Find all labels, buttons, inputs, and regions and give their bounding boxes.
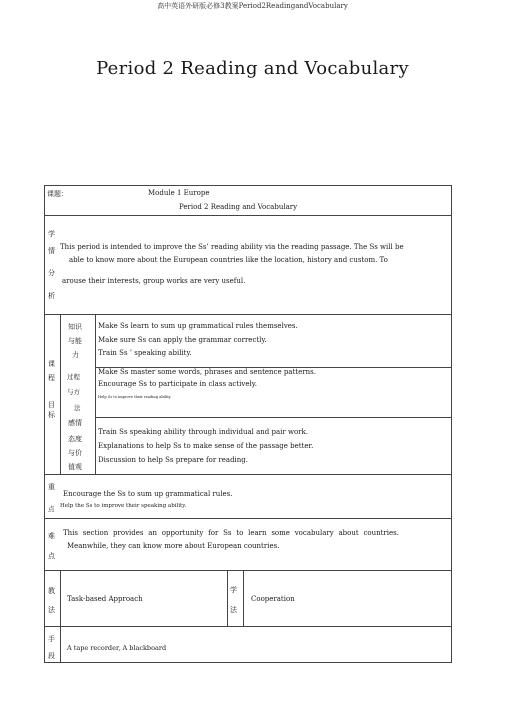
process-item: Make Ss master some words, phrases and sentence patterns. [98,368,316,376]
knowledge-label: 力 [72,351,79,359]
key-points-label: 点 [48,505,55,513]
knowledge-label: 知识 [68,323,82,331]
table-rule [243,570,244,626]
teaching-means-label: 手 [48,635,55,643]
table-rule [44,185,451,186]
emotion-item: Train Ss speaking ability through individual and pair work. [98,428,308,436]
key-points-text-line: Help the Ss to improve their speaking ability. [60,503,187,509]
emotion-label: 感情 [68,419,82,427]
emotion-item: Explanations to help Ss to make sense of the passage better. [98,442,314,450]
learning-method-label: 学 [230,586,237,594]
analysis-text-line: able to know more about the European countries like the location, history and custom. To [69,256,388,264]
process-label: 与方 [67,388,80,396]
table-rule [44,185,45,663]
table-rule [44,626,451,627]
key-points-text-line: Encourage the Ss to sum up grammatical rules. [63,490,233,498]
objectives-label: 目 [48,401,55,409]
topic-label: 课题： [47,190,68,198]
difficulties-text-line: Meanwhile, they can know more about European countries. [67,542,280,550]
table-rule [44,518,451,519]
analysis-text-line: arouse their interests, group works are very useful. [62,277,246,285]
process-label: 法 [74,404,81,412]
table-rule [60,314,61,474]
knowledge-item: Make sure Ss can apply the grammar correctly. [98,336,267,344]
difficulties-text-line: This section provides an opportunity for Ss to learn some vocabulary about countries. [63,529,399,537]
analysis-label: 分 [48,269,55,277]
key-points-label: 重 [48,483,55,491]
difficulties-label: 难 [48,532,55,540]
analysis-label: 学 [48,230,55,238]
table-rule [60,626,61,662]
teaching-method-label: 法 [48,606,55,614]
topic-period: Period 2 Reading and Vocabulary [179,203,298,211]
table-rule [44,314,451,315]
objectives-label: 标 [48,411,55,419]
table-rule [44,570,451,571]
teaching-means-label: 段 [48,652,55,660]
teaching-means-value: A tape recorder, A blackboard [67,644,167,652]
knowledge-item: Make Ss learn to sum up grammatical rules themselves. [98,322,298,330]
objectives-label: 程 [48,374,55,382]
knowledge-label: 与能 [68,337,82,345]
table-rule [44,215,451,216]
table-rule [95,314,96,474]
process-label: 过程 [67,373,80,381]
process-item: Encourage Ss to participate in class actively. [98,380,257,388]
page-header: 高中英语外研版必修3教案Period2ReadingandVocabulary [157,2,348,10]
learning-method-value: Cooperation [251,595,295,603]
process-item: Help Ss to improve their reading ability. [98,395,172,399]
analysis-text-line: This period is intended to improve the Ss’ reading ability via the reading passage. The Ss will be [60,243,404,251]
teaching-method-value: Task-based Approach [67,595,143,603]
knowledge-item: Train Ss ’ speaking ability. [98,349,192,357]
table-rule [44,662,451,663]
objectives-label: 课 [48,360,55,368]
table-rule [60,570,61,626]
emotion-label: 值观 [68,463,82,471]
analysis-label: 析 [48,292,55,300]
emotion-label: 态度 [68,435,82,443]
emotion-item: Discussion to help Ss prepare for reading. [98,456,249,464]
topic-module: Module 1 Europe [148,189,210,197]
difficulties-label: 点 [48,552,55,560]
table-rule [227,570,228,626]
table-rule [451,185,452,663]
learning-method-label: 法 [230,606,237,614]
table-rule [44,474,451,475]
table-rule [95,417,451,418]
page-title: Period 2 Reading and Vocabulary [96,58,409,79]
analysis-label: 情 [48,247,55,255]
teaching-method-label: 教 [48,587,55,595]
emotion-label: 与价 [68,449,82,457]
